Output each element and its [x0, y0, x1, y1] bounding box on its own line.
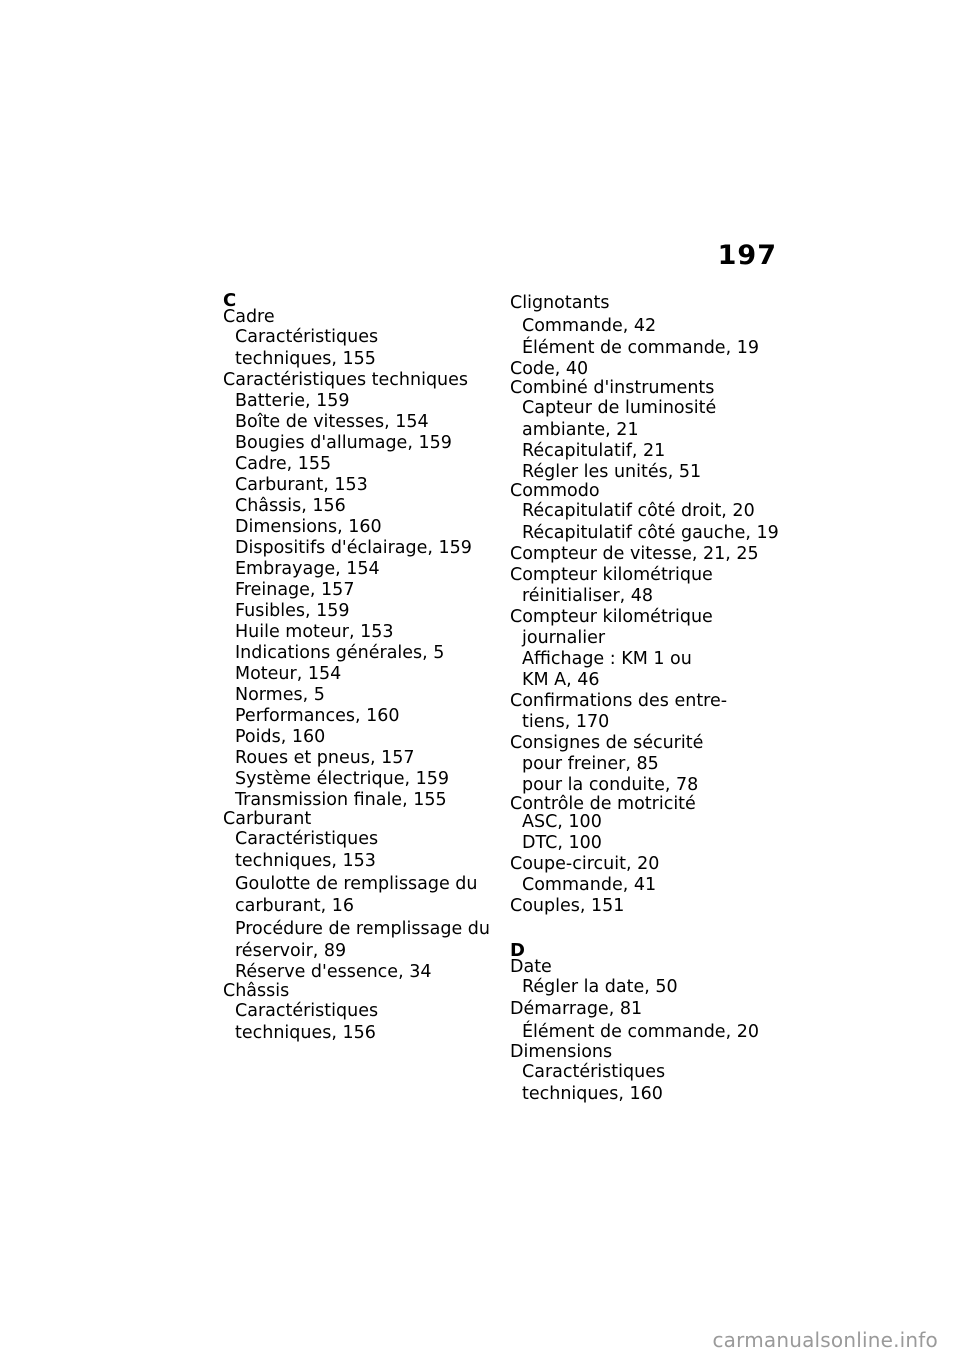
- index-subentry-continued: techniques, 155: [235, 349, 376, 369]
- index-subentry: Capteur de luminosité: [522, 398, 717, 418]
- index-subentry-continued: réservoir, 89: [235, 941, 347, 961]
- index-subentry-continued: KM A, 46: [522, 670, 600, 690]
- index-entry-carburant: Carburant: [223, 809, 312, 829]
- index-entry-consignes: Consignes de sécurité: [510, 733, 704, 753]
- index-subentry: Boîte de vitesses, 154: [235, 412, 429, 432]
- page-number: 197: [717, 240, 777, 271]
- index-subentry: Goulotte de remplissage du: [235, 874, 478, 894]
- index-subentry: Dispositifs d'éclairage, 159: [235, 538, 472, 558]
- index-subentry: Régler la date, 50: [522, 977, 678, 997]
- index-column-right: [510, 293, 790, 1105]
- index-subentry: Performances, 160: [235, 706, 400, 726]
- index-subentry: Récapitulatif côté droit, 20: [522, 501, 755, 521]
- index-entry-confirmations: Confirmations des entre-: [510, 691, 728, 711]
- index-entry-clignotants: Clignotants: [510, 293, 610, 313]
- index-subentry: pour freiner, 85: [522, 754, 659, 774]
- index-entry-commodo: Commodo: [510, 481, 600, 501]
- index-subentry: Caractéristiques: [235, 829, 379, 849]
- index-subentry: Procédure de remplissage du: [235, 919, 490, 939]
- index-entry-compteur-vitesse: Compteur de vitesse, 21, 25: [510, 544, 759, 564]
- index-entry-compteur-km: Compteur kilométrique: [510, 565, 713, 585]
- index-entry-combine: Combiné d'instruments: [510, 378, 715, 398]
- index-subentry: Système électrique, 159: [235, 769, 450, 789]
- index-subentry: Batterie, 159: [235, 391, 350, 411]
- index-subentry: Indications générales, 5: [235, 643, 445, 663]
- index-subentry-continued: techniques, 153: [235, 851, 376, 871]
- index-subentry: Récapitulatif côté gauche, 19: [522, 523, 779, 543]
- index-subentry: Cadre, 155: [235, 454, 332, 474]
- index-subentry: Élément de commande, 20: [522, 1022, 759, 1042]
- index-entry-dimensions: Dimensions: [510, 1042, 613, 1062]
- index-subentry-continued: ambiante, 21: [522, 420, 639, 440]
- index-entry-couples: Couples, 151: [510, 896, 625, 916]
- index-subentry-continued: carburant, 16: [235, 896, 355, 916]
- watermark: carmanualsonline.info: [712, 1328, 938, 1352]
- index-entry-demarrage: Démarrage, 81: [510, 999, 643, 1019]
- index-subentry: Moteur, 154: [235, 664, 342, 684]
- index-subentry-continued: techniques, 156: [235, 1023, 376, 1043]
- index-subentry: Normes, 5: [235, 685, 325, 705]
- index-subentry-continued: techniques, 160: [522, 1084, 663, 1104]
- index-subentry: Caractéristiques: [235, 327, 379, 347]
- index-subentry: ASC, 100: [522, 812, 602, 832]
- index-subentry: Dimensions, 160: [235, 517, 382, 537]
- index-subentry: Réserve d'essence, 34: [235, 962, 432, 982]
- index-entry-code: Code, 40: [510, 359, 589, 379]
- index-subentry: Embrayage, 154: [235, 559, 380, 579]
- section-letter-c: C: [223, 290, 237, 311]
- index-subentry: Châssis, 156: [235, 496, 346, 516]
- index-subentry: Caractéristiques: [235, 1001, 379, 1021]
- index-subentry: Huile moteur, 153: [235, 622, 394, 642]
- index-subentry: Élément de commande, 19: [522, 338, 759, 358]
- index-entry-compteur-km-journalier: Compteur kilométrique: [510, 607, 713, 627]
- index-subentry: Fusibles, 159: [235, 601, 350, 621]
- section-letter-d: D: [510, 940, 525, 961]
- index-entry-coupe-circuit: Coupe-circuit, 20: [510, 854, 660, 874]
- index-subentry: Poids, 160: [235, 727, 326, 747]
- index-subentry: Transmission finale, 155: [235, 790, 447, 810]
- index-entry-caracteristiques: Caractéristiques techniques: [223, 370, 469, 390]
- index-entry-continued: tiens, 170: [522, 712, 610, 732]
- index-subentry: Affichage : KM 1 ou: [522, 649, 692, 669]
- index-column-left: [223, 290, 503, 1044]
- index-entry-cadre: Cadre: [223, 307, 275, 327]
- index-subentry: DTC, 100: [522, 833, 602, 853]
- index-subentry: Commande, 42: [522, 316, 657, 336]
- index-entry-chassis: Châssis: [223, 981, 290, 1001]
- index-subentry: Bougies d'allumage, 159: [235, 433, 452, 453]
- index-subentry: Carburant, 153: [235, 475, 368, 495]
- index-subentry: Régler les unités, 51: [522, 462, 702, 482]
- index-subentry: Récapitulatif, 21: [522, 441, 666, 461]
- index-entry-controle: Contrôle de motricité: [510, 794, 696, 814]
- index-entry-continued: journalier: [522, 628, 606, 648]
- index-subentry: Freinage, 157: [235, 580, 355, 600]
- index-subentry: réinitialiser, 48: [522, 586, 654, 606]
- index-subentry: Commande, 41: [522, 875, 657, 895]
- index-entry-date: Date: [510, 957, 552, 977]
- index-subentry: pour la conduite, 78: [522, 775, 699, 795]
- index-subentry: Roues et pneus, 157: [235, 748, 415, 768]
- index-subentry: Caractéristiques: [522, 1062, 666, 1082]
